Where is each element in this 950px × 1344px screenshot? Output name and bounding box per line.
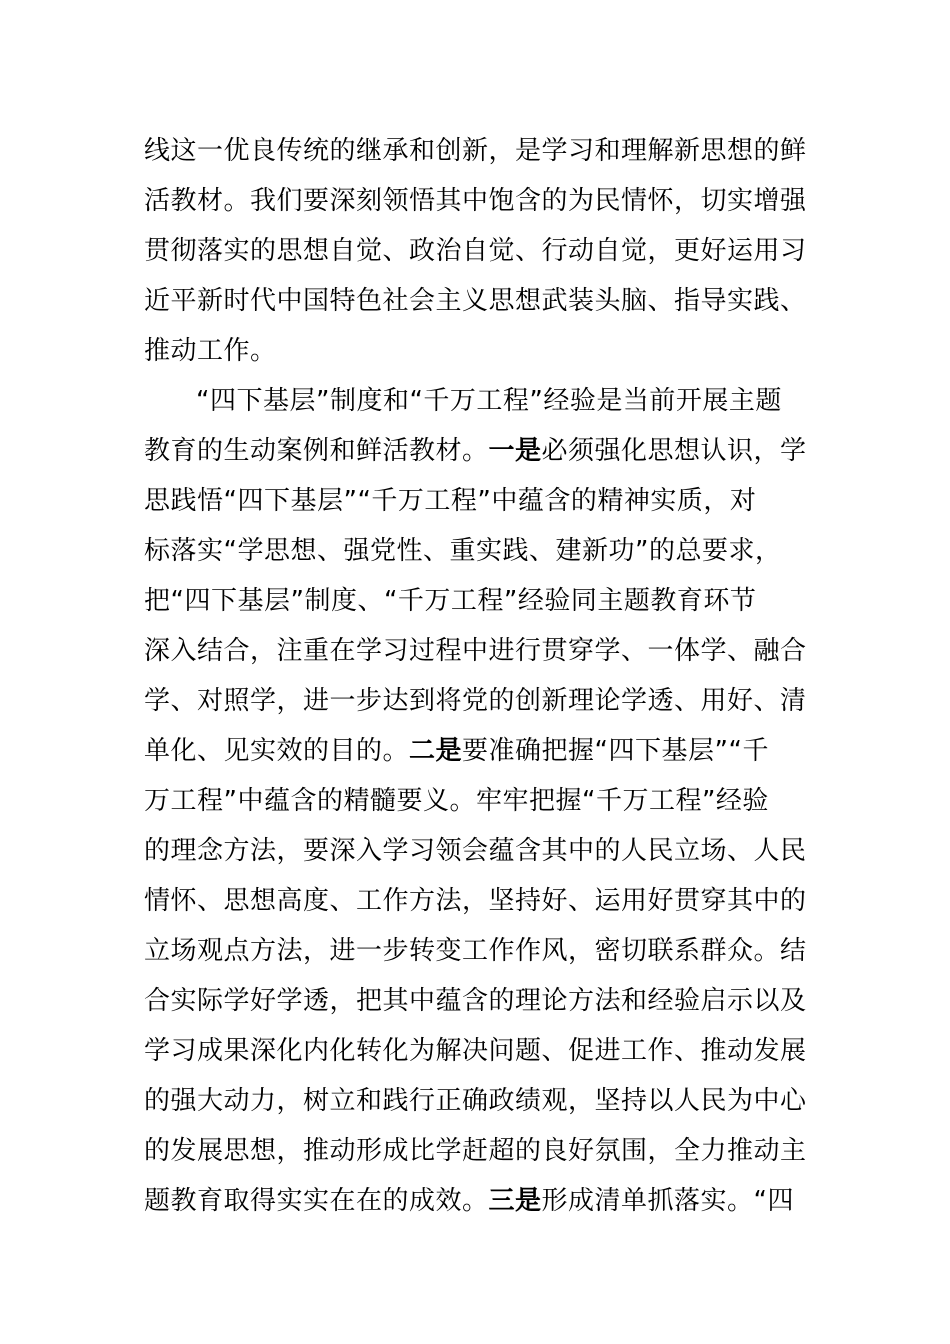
text-line (144, 526, 814, 576)
text-line (144, 126, 814, 176)
text-line (144, 726, 814, 776)
text-segment: 推动工作。 (144, 336, 277, 366)
text-line (144, 1026, 814, 1076)
text-segment: 情怀、思想高度、工作方法，坚持好、运用好贯穿其中的 (144, 886, 807, 916)
text-line (144, 1176, 814, 1226)
text-line (144, 676, 814, 726)
bold-text-segment: 一是 (488, 436, 542, 466)
text-segment: 要准确把握“四下基层”“千 (462, 736, 769, 766)
text-segment: 题教育取得实实在在的成效。 (144, 1186, 489, 1216)
text-segment: 把“四下基层”制度、“千万工程”经验同主题教育环节 (144, 586, 757, 616)
text-line (144, 1126, 814, 1176)
text-segment: 思践悟“四下基层”“千万工程”中蕴含的精神实质，对 (144, 486, 757, 516)
bold-text-segment: 三是 (488, 1186, 542, 1216)
paragraph (144, 126, 814, 376)
text-line (144, 576, 814, 626)
text-line (144, 876, 814, 926)
text-segment: 深入结合，注重在学习过程中进行贯穿学、一体学、融合 (144, 636, 807, 666)
text-line (144, 476, 814, 526)
text-segment: 合实际学好学透，把其中蕴含的理论方法和经验启示以及 (144, 986, 807, 1016)
text-line (144, 176, 814, 226)
text-line (144, 626, 814, 676)
text-segment: 活教材。我们要深刻领悟其中饱含的为民情怀，切实增强 (144, 186, 807, 216)
body-text (144, 126, 814, 1226)
text-segment: 的发展思想，推动形成比学赶超的良好氛围，全力推动主 (144, 1136, 807, 1166)
text-segment: 学、对照学，进一步达到将党的创新理论学透、用好、清 (144, 686, 807, 716)
text-segment: 近平新时代中国特色社会主义思想武装头脑、指导实践、 (144, 286, 807, 316)
text-line (144, 276, 814, 326)
text-line (144, 426, 814, 476)
text-line (144, 326, 814, 376)
bold-text-segment: 二是 (409, 736, 463, 766)
text-line (144, 826, 814, 876)
paragraph (144, 376, 814, 1226)
text-segment: 的理念方法，要深入学习领会蕴含其中的人民立场、人民 (144, 836, 807, 866)
text-line (144, 226, 814, 276)
text-line (144, 776, 814, 826)
text-segment: 贯彻落实的思想自觉、政治自觉、行动自觉，更好运用习 (144, 236, 807, 266)
text-segment: 万工程”中蕴含的精髓要义。牢牢把握“千万工程”经验 (144, 786, 769, 816)
text-segment: 标落实“学思想、强党性、重实践、建新功”的总要求， (144, 536, 782, 566)
text-segment: 教育的生动案例和鲜活教材。 (144, 436, 489, 466)
text-segment: 立场观点方法，进一步转变工作作风，密切联系群众。结 (144, 936, 807, 966)
text-segment: 的强大动力，树立和践行正确政绩观，坚持以人民为中心 (144, 1086, 807, 1116)
text-segment: 形成清单抓落实。“四 (541, 1186, 795, 1216)
text-segment: 线这一优良传统的继承和创新，是学习和理解新思想的鲜 (144, 136, 807, 166)
text-line (144, 1076, 814, 1126)
text-line (144, 376, 814, 426)
text-line (144, 926, 814, 976)
text-line (144, 976, 814, 1026)
text-segment: 学习成果深化内化转化为解决问题、促进工作、推动发展 (144, 1036, 807, 1066)
text-segment: 必须强化思想认识，学 (541, 436, 807, 466)
text-segment: 单化、见实效的目的。 (144, 736, 410, 766)
text-segment: “四下基层”制度和“千万工程”经验是当前开展主题 (196, 386, 782, 416)
